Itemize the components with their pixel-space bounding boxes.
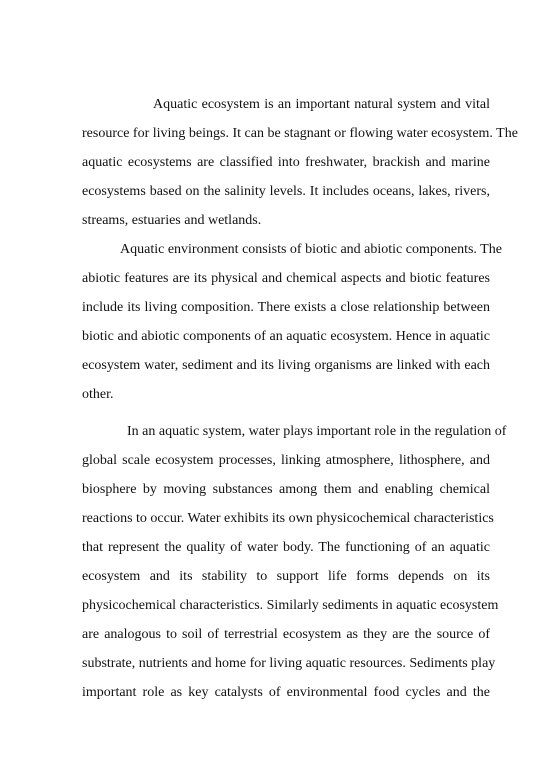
paragraph-2-line-3: include its living composition. There exists a close relationship between [82,300,490,315]
paragraph-1-line-3: aquatic ecosystems are classified into freshwater, brackish and marine [82,155,490,170]
paragraph-2-line-4: biotic and abiotic components of an aquatic ecosystem. Hence in aquatic [82,329,490,344]
paragraph-3-line-4: reactions to occur. Water exhibits its own physicochemical characteristics [82,511,494,526]
paragraph-3-line-7: physicochemical characteristics. Similarly sediments in aquatic ecosystem [82,598,499,613]
paragraph-1-line-5: streams, estuaries and wetlands. [82,213,262,228]
paragraph-3-line-9: substrate, nutrients and home for living aquatic resources. Sediments play [82,656,496,671]
paragraph-3-line-8: are analogous to soil of terrestrial ecosystem as they are the source of [82,627,490,642]
paragraph-3-line-2: global scale ecosystem processes, linking atmosphere, lithosphere, and [82,453,490,468]
paragraph-3-line-3: biosphere by moving substances among them and enabling chemical [82,482,490,497]
paragraph-1-line-1: Aquatic ecosystem is an important natural system and vital [153,97,490,112]
paragraph-1-line-4: ecosystems based on the salinity levels. It includes oceans, lakes, rivers, [82,184,490,199]
paragraph-3-line-10: important role as key catalysts of environmental food cycles and the [82,685,490,700]
paragraph-1-line-2: resource for living beings. It can be stagnant or flowing water ecosystem. The [82,126,518,141]
paragraph-2-line-6: other. [82,387,114,402]
paragraph-2-line-5: ecosystem water, sediment and its living organisms are linked with each [82,358,490,373]
paragraph-2-line-2: abiotic features are its physical and chemical aspects and biotic features [82,271,490,286]
paragraph-2-line-1: Aquatic environment consists of biotic and abiotic components. The [120,242,502,257]
paragraph-3-line-6: ecosystem and its stability to support life forms depends on its [82,569,490,584]
paragraph-3-line-5: that represent the quality of water body. The functioning of an aquatic [82,540,490,555]
paragraph-3-line-1: In an aquatic system, water plays important role in the regulation of [127,424,507,439]
